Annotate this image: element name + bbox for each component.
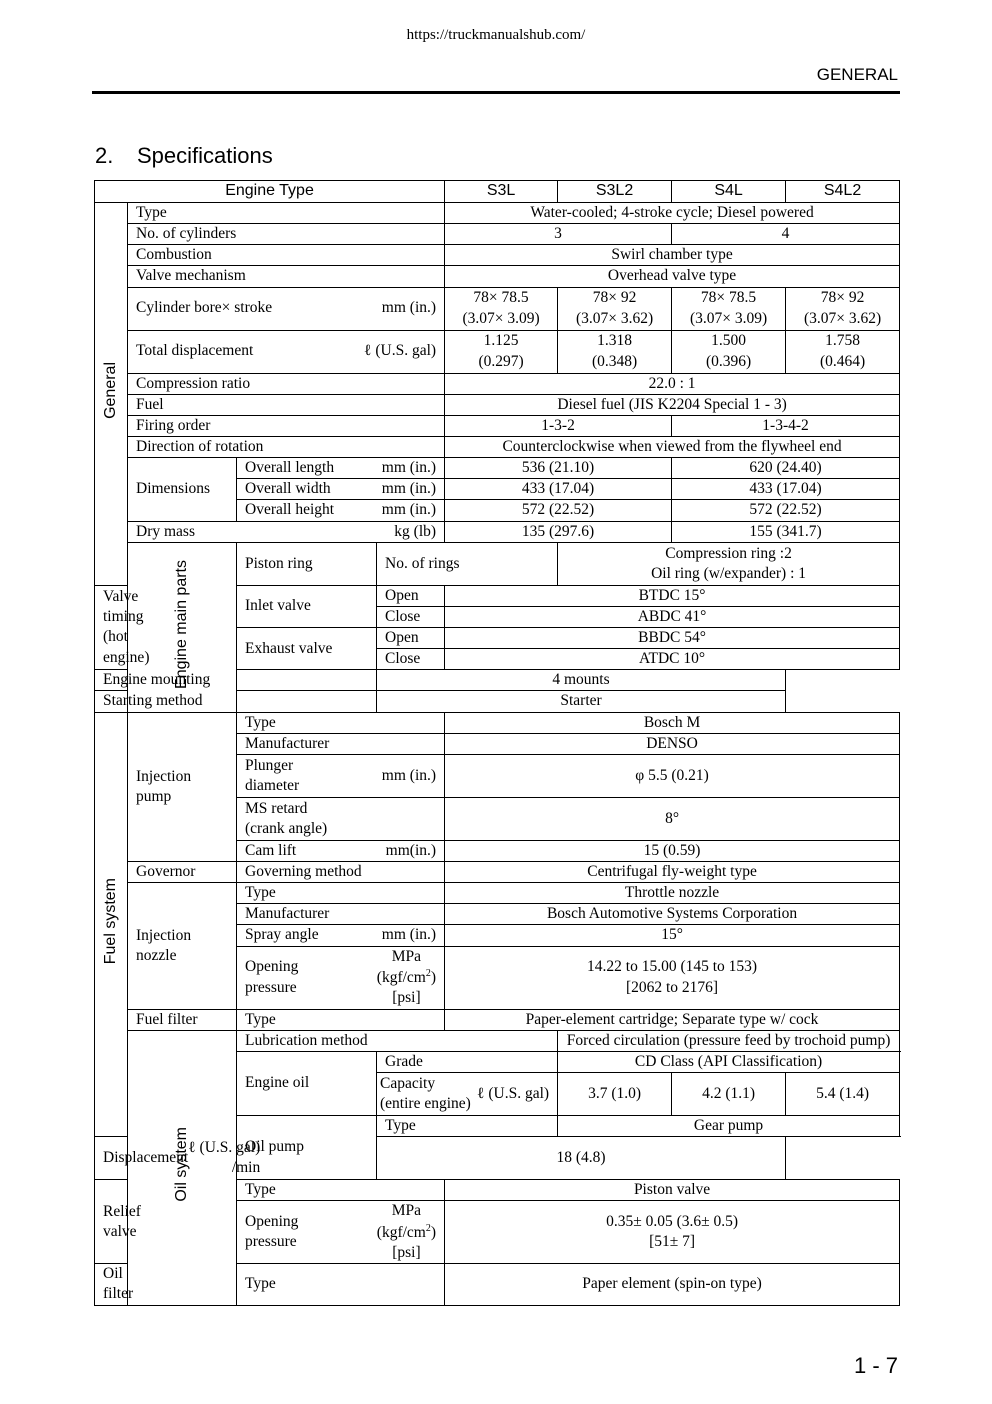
- row-value: Diesel fuel (JIS K2204 Special 1 - 3): [445, 394, 900, 415]
- label-line: MS retard: [245, 799, 308, 817]
- row-value: Throttle nozzle: [445, 883, 900, 904]
- unit-line: /min: [231, 1159, 261, 1177]
- row-value: φ 5.5 (0.21): [445, 754, 900, 797]
- table-row: [95, 436, 900, 457]
- row-value: [558, 330, 672, 373]
- row-value: 572 (22.52): [672, 500, 900, 521]
- row-value: 433 (17.04): [672, 479, 900, 500]
- row-value: 3: [445, 224, 672, 245]
- unit-part: (kgf/cm: [376, 1223, 426, 1241]
- sub-label: [237, 479, 445, 500]
- sub-label: [237, 1201, 445, 1264]
- row-value: Bosch M: [445, 712, 900, 733]
- row-value: [445, 946, 900, 1009]
- unit-line: [377, 1222, 436, 1243]
- unit-text: [377, 947, 436, 1009]
- page-number: 1 - 7: [853, 1353, 898, 1378]
- sub-label: Manufacturer: [237, 904, 445, 925]
- model-s4l2-header: S4L2: [786, 181, 900, 203]
- table-row: [95, 245, 900, 266]
- page-heading: [95, 143, 273, 169]
- table-row: [95, 712, 900, 733]
- unit-text: mm (in.): [381, 501, 437, 519]
- group-label: Fuel system: [101, 878, 119, 965]
- row-value: 572 (22.52): [445, 500, 672, 521]
- table-row: [95, 521, 900, 542]
- row-value: 15 (0.59): [445, 840, 900, 861]
- label-text: [245, 957, 298, 997]
- table-row: [95, 415, 900, 436]
- sub-label: [377, 1072, 558, 1115]
- table-row: [95, 883, 900, 904]
- value-line: 1.500: [711, 332, 746, 350]
- unit-text: mm (in.): [381, 926, 437, 944]
- row-label: [128, 330, 445, 373]
- row-label: Lubrication method: [237, 1030, 558, 1051]
- sub-label: [237, 840, 445, 861]
- table-row: [95, 224, 900, 245]
- row-value: DENSO: [445, 733, 900, 754]
- unit-line: [psi]: [392, 1243, 421, 1261]
- row-label: Compression ratio: [128, 373, 445, 394]
- value-line: (3.07× 3.62): [575, 309, 654, 327]
- table-row: [95, 542, 900, 585]
- label-line: Injection: [136, 767, 192, 785]
- row-value: Piston valve: [445, 1180, 900, 1201]
- row-label: Engine oil: [237, 1051, 377, 1115]
- label-text: Cam lift: [245, 841, 297, 859]
- row-label: Piston ring: [237, 542, 377, 585]
- row-value: ABDC 41°: [445, 606, 900, 627]
- row-label: Fuel filter: [128, 1009, 237, 1030]
- label-text: [245, 1212, 298, 1252]
- table-row: [95, 266, 900, 287]
- row-value: 433 (17.04): [445, 479, 672, 500]
- row-label: [128, 287, 445, 330]
- row-value: 4.2 (1.1): [672, 1072, 786, 1115]
- row-value: 4: [672, 224, 900, 245]
- sub-label: [237, 754, 445, 797]
- row-value: [558, 287, 672, 330]
- unit-text: mm (in.): [381, 480, 437, 498]
- row-value: [672, 287, 786, 330]
- value-line: 78× 78.5: [473, 289, 529, 307]
- label-text: Displacement: [103, 1149, 189, 1166]
- unit-text: [377, 1201, 436, 1263]
- sub-label: Open: [377, 627, 445, 648]
- header-rule: [92, 91, 900, 94]
- value-line: (3.07× 3.62): [803, 309, 882, 327]
- unit-line: MPa: [391, 947, 422, 965]
- row-label: [128, 521, 445, 542]
- unit-text: [188, 1138, 260, 1178]
- unit-part: ): [430, 1223, 437, 1241]
- table-row: [95, 861, 900, 882]
- row-label: Fuel: [128, 394, 445, 415]
- label-text: [380, 1074, 471, 1114]
- row-value: Starter: [377, 691, 786, 712]
- row-label: Governor: [128, 861, 237, 882]
- row-value: 8°: [445, 797, 900, 840]
- table-row: [95, 287, 900, 330]
- row-value: Centrifugal fly-weight type: [445, 861, 900, 882]
- label-text: [245, 756, 299, 796]
- unit-line: MPa: [391, 1202, 422, 1220]
- row-label: No. of cylinders: [128, 224, 445, 245]
- table-header-row: [95, 181, 900, 203]
- sub-label: Manufacturer: [237, 733, 445, 754]
- row-value: BBDC 54°: [445, 627, 900, 648]
- unit-line: [psi]: [392, 989, 421, 1007]
- row-value: Gear pump: [558, 1115, 900, 1136]
- label-line: timing: [103, 608, 144, 626]
- row-label: Oil filter: [95, 1264, 128, 1305]
- value-line: (0.464): [819, 352, 866, 370]
- group-label: Oil system: [172, 1127, 190, 1202]
- sub-label: Type: [377, 1115, 558, 1136]
- unit-text: ℓ (U.S. gal): [477, 1084, 550, 1102]
- row-value: Overhead valve type: [445, 266, 900, 287]
- sub-label: [237, 500, 445, 521]
- section-title: GENERAL: [816, 65, 898, 84]
- table-row: [95, 458, 900, 479]
- value-line: (0.297): [478, 352, 524, 370]
- label-text: Overall height: [245, 501, 335, 519]
- sub-label: [237, 925, 445, 946]
- value-line: (0.396): [705, 352, 752, 370]
- value-line: 78× 92: [592, 289, 637, 307]
- table-row: [95, 330, 900, 373]
- row-value: 4 mounts: [377, 670, 786, 691]
- sub-label: Type: [237, 1009, 445, 1030]
- row-value: 5.4 (1.4): [786, 1072, 900, 1115]
- engine-type-header: Engine Type: [95, 181, 445, 203]
- row-value: [786, 330, 900, 373]
- label-text: Total displacement: [136, 342, 254, 360]
- value-line: (3.07× 3.09): [689, 309, 768, 327]
- sub-label: Inlet valve: [237, 585, 377, 627]
- row-label: Type: [128, 203, 445, 224]
- value-line: 1.758: [825, 332, 860, 350]
- label-text: Cylinder bore× stroke: [136, 299, 273, 317]
- label-line: (crank angle): [245, 819, 328, 837]
- value-line: [2062 to 2176]: [625, 978, 719, 996]
- row-value: 155 (341.7): [672, 521, 900, 542]
- row-value: Forced circulation (pressure feed by trochoid pump): [558, 1030, 900, 1051]
- table-row: [95, 670, 900, 691]
- value-line: (0.348): [591, 352, 638, 370]
- row-value: 536 (21.10): [445, 458, 672, 479]
- row-value: BTDC 15°: [445, 585, 900, 606]
- row-value: 1-3-2: [445, 415, 672, 436]
- heading-number: 2.: [95, 143, 114, 168]
- row-value: Paper element (spin-on type): [445, 1264, 900, 1305]
- row-label: Oil pump: [237, 1115, 377, 1179]
- label-line: pressure: [245, 978, 297, 996]
- row-value: Bosch Automotive Systems Corporation: [445, 904, 900, 925]
- unit-superscript: 2: [425, 967, 431, 979]
- unit-line: ℓ (U.S. gal): [188, 1138, 261, 1156]
- label-text: Dry mass: [136, 522, 195, 540]
- group-label: Engine main parts: [172, 559, 190, 689]
- value-line: 14.22 to 15.00 (145 to 153): [587, 958, 758, 976]
- model-s4l-header: S4L: [672, 181, 786, 203]
- row-value: 620 (24.40): [672, 458, 900, 479]
- label-line: (entire engine): [380, 1094, 471, 1112]
- unit-text: ℓ (U.S. gal): [364, 342, 437, 360]
- sub-label: [95, 1137, 261, 1180]
- row-value: 22.0 : 1: [445, 373, 900, 394]
- table-row: [95, 1009, 900, 1030]
- label-line: Opening: [245, 958, 299, 976]
- row-value: Water-cooled; 4-stroke cycle; Diesel powered: [445, 203, 900, 224]
- row-label: Combustion: [128, 245, 445, 266]
- row-value: 15°: [445, 925, 900, 946]
- row-value: 135 (297.6): [445, 521, 672, 542]
- row-value: [445, 330, 558, 373]
- unit-text: mm (in.): [381, 299, 437, 317]
- table-row: [95, 394, 900, 415]
- sub-label: No. of rings: [377, 542, 558, 585]
- label-line: (hot engine): [103, 628, 150, 666]
- label-line: pump: [136, 787, 172, 805]
- sub-label: Grade: [377, 1051, 558, 1072]
- unit-text: mm (in.): [381, 766, 437, 784]
- specifications-table: [94, 180, 900, 1306]
- sub-label: Type: [237, 1264, 445, 1305]
- sub-label: Type: [237, 712, 445, 733]
- sub-label: Exhaust valve: [237, 627, 377, 669]
- sub-label: [237, 797, 445, 840]
- label-line: Injection: [136, 926, 192, 944]
- model-s3l2-header: S3L2: [558, 181, 672, 203]
- sub-label: Open: [377, 585, 445, 606]
- table-row: [95, 1137, 900, 1180]
- row-value: [786, 287, 900, 330]
- row-value: [672, 330, 786, 373]
- heading-text: Specifications: [137, 143, 273, 168]
- label-line: nozzle: [136, 946, 177, 964]
- source-url: https://truckmanualshub.com/: [406, 27, 586, 43]
- row-value: Counterclockwise when viewed from the flywheel end: [445, 436, 900, 457]
- value-line: Oil ring (w/expander) : 1: [651, 564, 807, 582]
- unit-part: ): [430, 969, 437, 987]
- value-line: [51± 7]: [649, 1233, 696, 1251]
- label-line: Capacity: [380, 1074, 436, 1092]
- model-s3l-header: S3L: [445, 181, 558, 203]
- unit-text: mm (in.): [381, 459, 437, 477]
- table-row: [95, 373, 900, 394]
- row-label: Relief valve: [95, 1180, 128, 1264]
- value-line: (3.07× 3.09): [462, 309, 540, 327]
- label-text: Overall length: [245, 459, 335, 477]
- unit-line: [377, 967, 436, 988]
- row-value: [445, 287, 558, 330]
- value-line: 0.35± 0.05 (3.6± 0.5): [606, 1213, 739, 1231]
- row-label: [95, 585, 150, 670]
- table-row: [95, 691, 900, 712]
- row-label: Engine mounting: [95, 670, 377, 691]
- row-value: [558, 542, 900, 585]
- label-line: Plunger: [245, 756, 294, 774]
- row-value: Swirl chamber type: [445, 245, 900, 266]
- row-value: 1-3-4-2: [672, 415, 900, 436]
- table-row: [95, 1030, 900, 1051]
- value-line: 1.125: [483, 332, 519, 350]
- label-line: Opening: [245, 1213, 299, 1231]
- row-label: Firing order: [128, 415, 445, 436]
- row-label: Starting method: [95, 691, 377, 712]
- unit-text: mm(in.): [385, 841, 437, 859]
- row-label: Dimensions: [128, 458, 237, 521]
- group-label: General: [101, 362, 119, 420]
- sub-label: Close: [377, 606, 445, 627]
- row-label: Direction of rotation: [128, 436, 445, 457]
- sub-label: Close: [377, 649, 445, 670]
- unit-text: kg (lb): [394, 522, 437, 540]
- label-line: diameter: [245, 776, 300, 794]
- row-value: 18 (4.8): [377, 1137, 786, 1180]
- row-value: Paper-element cartridge; Separate type w/ cock: [445, 1009, 900, 1030]
- group-fuel-system: [95, 712, 128, 1137]
- label-line: Valve: [103, 588, 139, 606]
- row-value: 3.7 (1.0): [558, 1072, 672, 1115]
- row-value: CD Class (API Classification): [558, 1051, 900, 1072]
- sub-label: Governing method: [237, 861, 445, 882]
- sub-label: [237, 946, 445, 1009]
- label-line: pressure: [245, 1233, 297, 1251]
- row-value: ATDC 10°: [445, 649, 900, 670]
- row-value: [445, 1201, 900, 1264]
- sub-label: Type: [237, 1180, 445, 1201]
- row-label: Valve mechanism: [128, 266, 445, 287]
- sub-label: [237, 458, 445, 479]
- value-line: 78× 92: [820, 289, 865, 307]
- value-line: 78× 78.5: [700, 289, 757, 307]
- value-line: 1.318: [597, 332, 632, 350]
- sub-label: Type: [237, 883, 445, 904]
- row-label: [128, 712, 237, 861]
- label-text: Overall width: [245, 480, 331, 498]
- row-label: [128, 883, 237, 1009]
- label-text: Spray angle: [245, 926, 319, 944]
- unit-superscript: 2: [425, 1222, 431, 1234]
- group-general: [95, 203, 128, 586]
- unit-part: (kgf/cm: [376, 969, 426, 987]
- table-row: [95, 203, 900, 224]
- value-line: Compression ring :2: [665, 544, 792, 562]
